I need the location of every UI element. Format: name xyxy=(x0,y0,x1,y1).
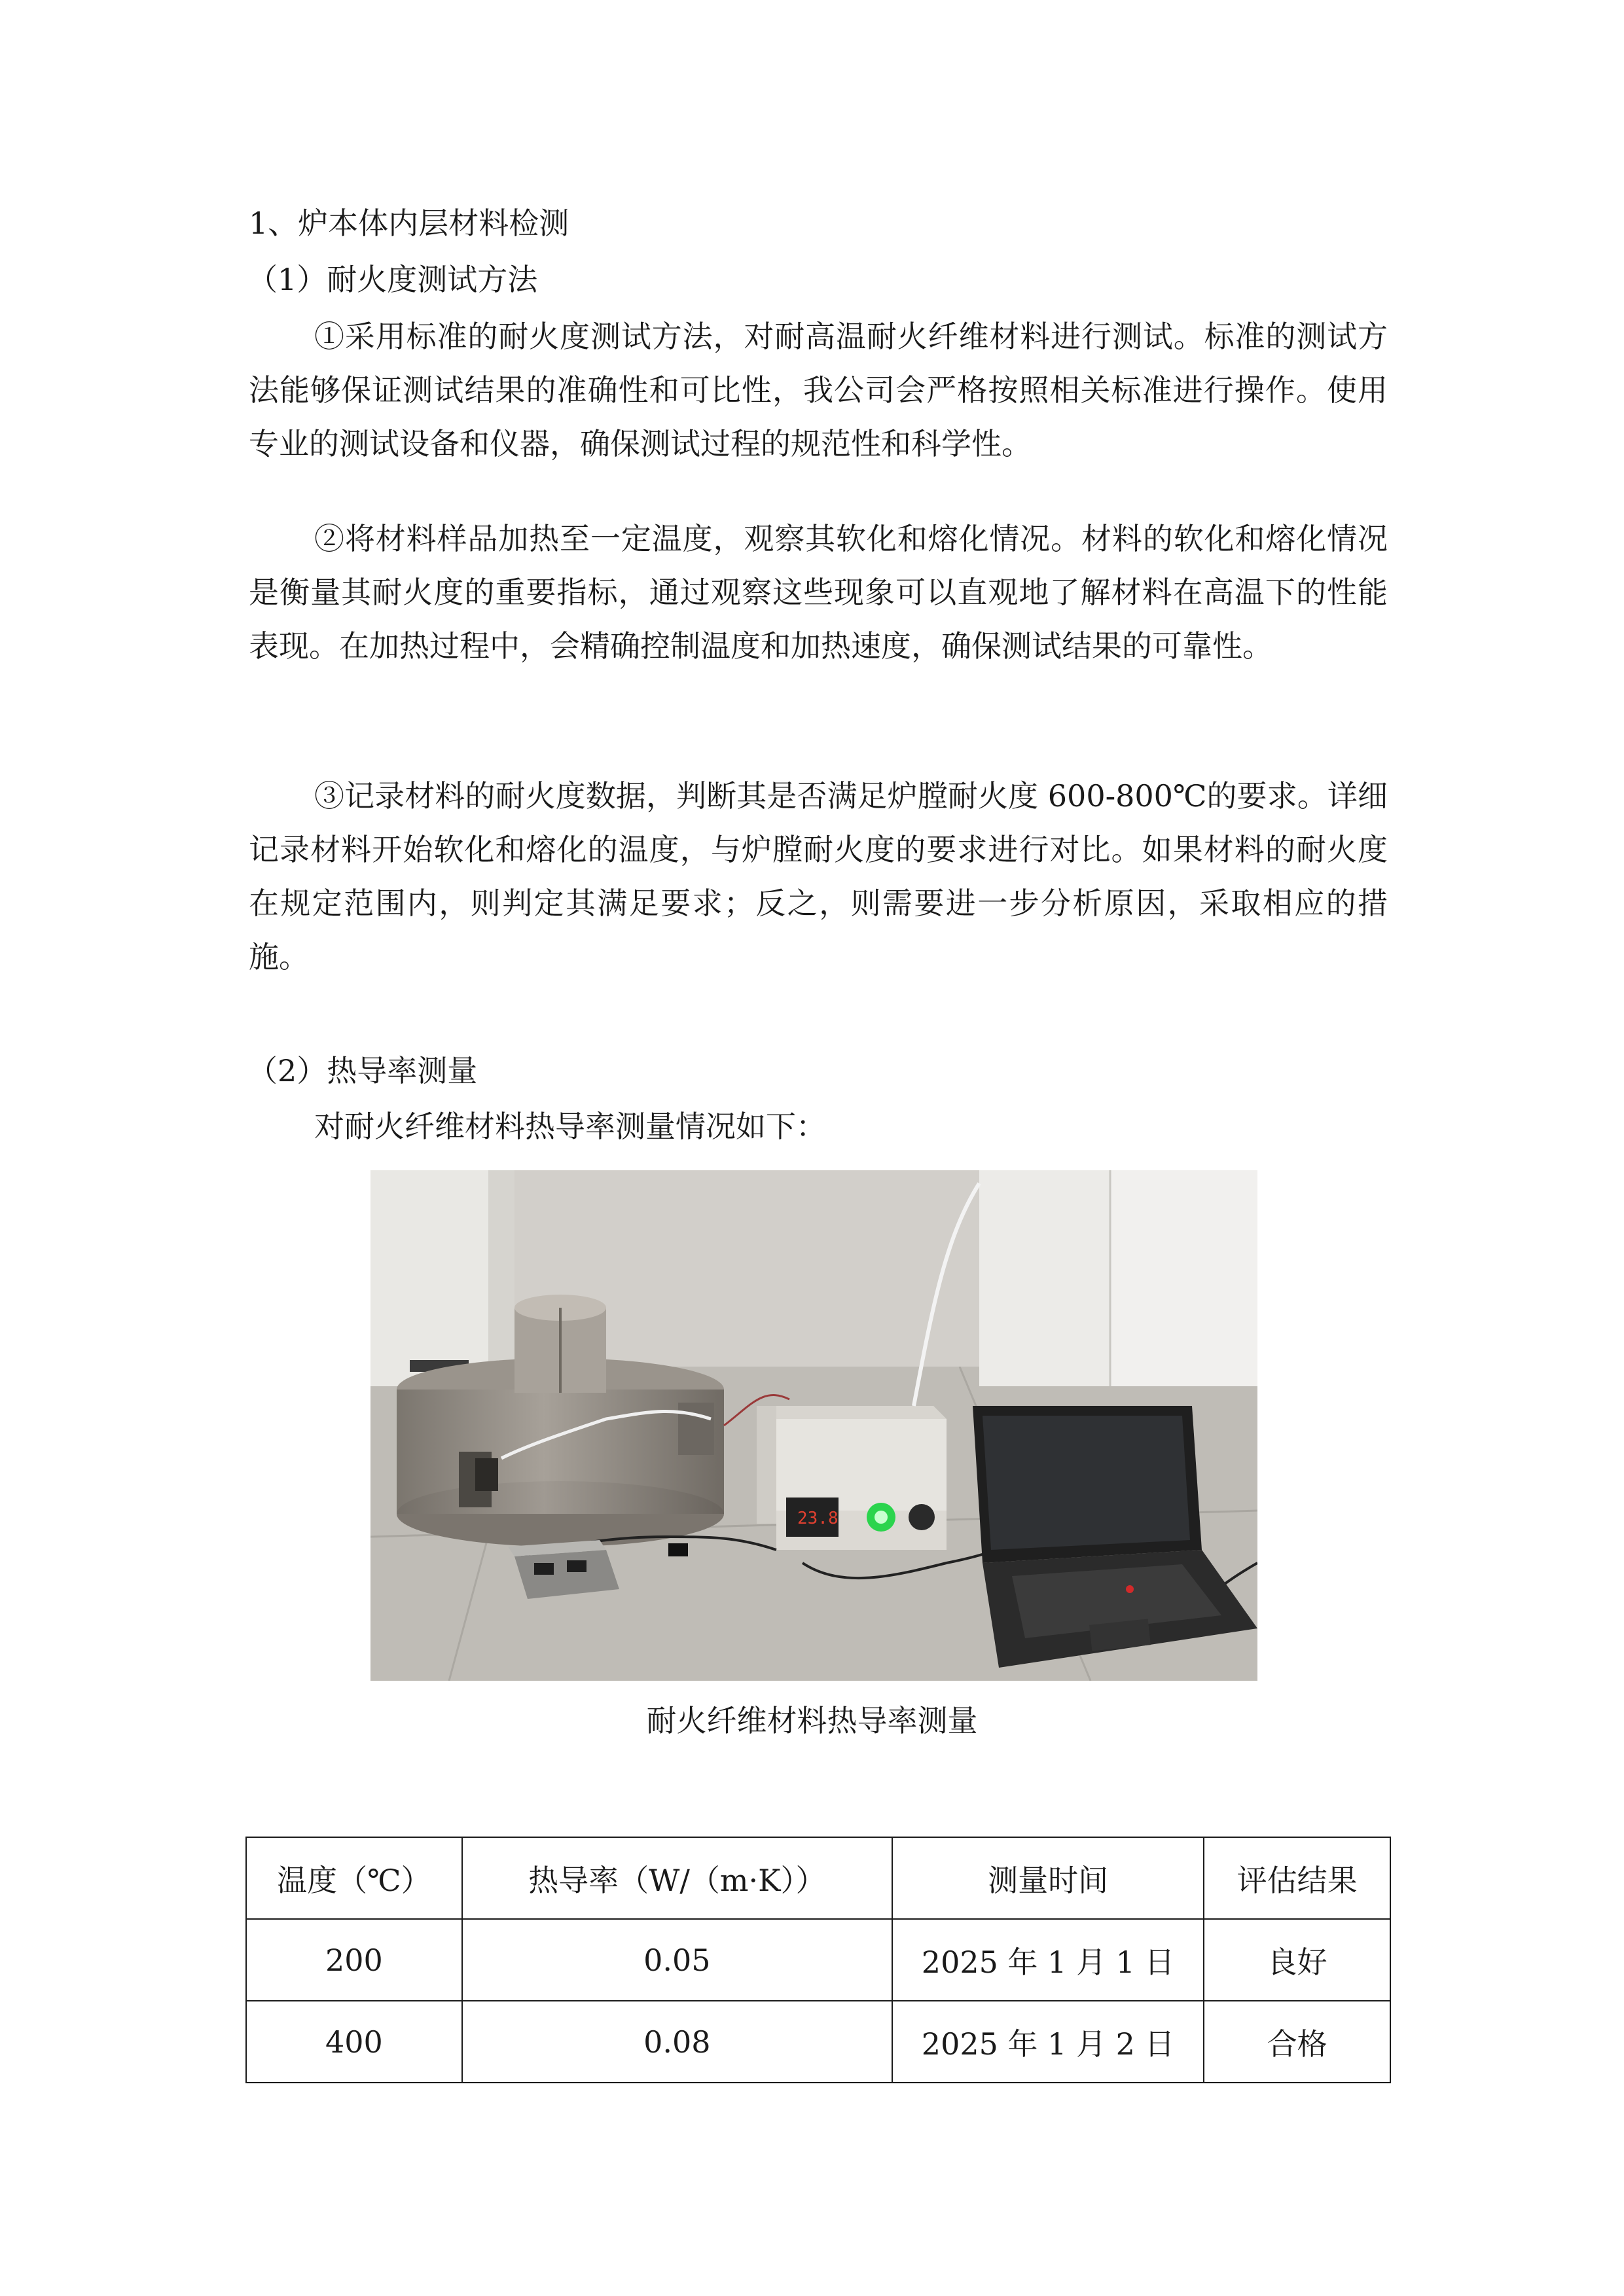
table-header-row xyxy=(246,1837,1390,1919)
subsection-heading-refractoriness: （1）耐火度测试方法 xyxy=(247,262,538,297)
controller-display-reading: 23.8 xyxy=(797,1509,839,1528)
cell-conductivity: 0.08 xyxy=(462,2001,892,2083)
header-temperature: 温度（℃） xyxy=(246,1837,462,1919)
table-row xyxy=(246,1919,1390,2001)
section-heading: 1、炉本体内层材料检测 xyxy=(249,206,569,241)
intro-text: 对耐火纤维材料热导率测量情况如下： xyxy=(314,1109,826,1144)
cell-temperature: 400 xyxy=(246,2001,462,2083)
thermal-conductivity-table xyxy=(245,1837,1391,2083)
cell-result: 合格 xyxy=(1204,2001,1390,2083)
subsection-heading-thermal-conductivity: （2）热导率测量 xyxy=(247,1053,478,1088)
cell-time: 2025 年 1 月 2 日 xyxy=(892,2001,1204,2083)
cell-temperature: 200 xyxy=(246,1919,462,2001)
header-time: 测量时间 xyxy=(892,1837,1204,1919)
cell-result: 良好 xyxy=(1204,1919,1390,2001)
cell-conductivity: 0.05 xyxy=(462,1919,892,2001)
header-result: 评估结果 xyxy=(1204,1837,1390,1919)
figure-caption: 耐火纤维材料热导率测量 xyxy=(646,1703,978,1738)
header-conductivity: 热导率（W/（m·K）） xyxy=(462,1837,892,1919)
paragraph-2: ②将材料样品加热至一定温度，观察其软化和熔化情况。材料的软化和熔化情况是衡量其耐火度的重要指标，通过观察这些现象可以直观地了解材料在高温下的性能表现。在加热过程中，会精确控制温度和加热速度，确保测试结果的可靠性。 xyxy=(249,521,1388,664)
paragraph-3: ③记录材料的耐火度数据，判断其是否满足炉膛耐火度 600-800℃的要求。详细记录材料开始软化和熔化的温度，与炉膛耐火度的要求进行对比。如果材料的耐火度在规定范围内，则判定其满足要求；反之，则需要进一步分析原因，采取相应的措施。 xyxy=(249,778,1388,975)
paragraph-1: ①采用标准的耐火度测试方法，对耐高温耐火纤维材料进行测试。标准的测试方法能够保证测试结果的准确性和可比性，我公司会严格按照相关标准进行操作。使用专业的测试设备和仪器，确保测试过程的规范性和科学性。 xyxy=(249,319,1388,461)
test-setup-photo xyxy=(370,1170,1257,1681)
table-row xyxy=(246,2001,1390,2083)
cell-time: 2025 年 1 月 1 日 xyxy=(892,1919,1204,2001)
